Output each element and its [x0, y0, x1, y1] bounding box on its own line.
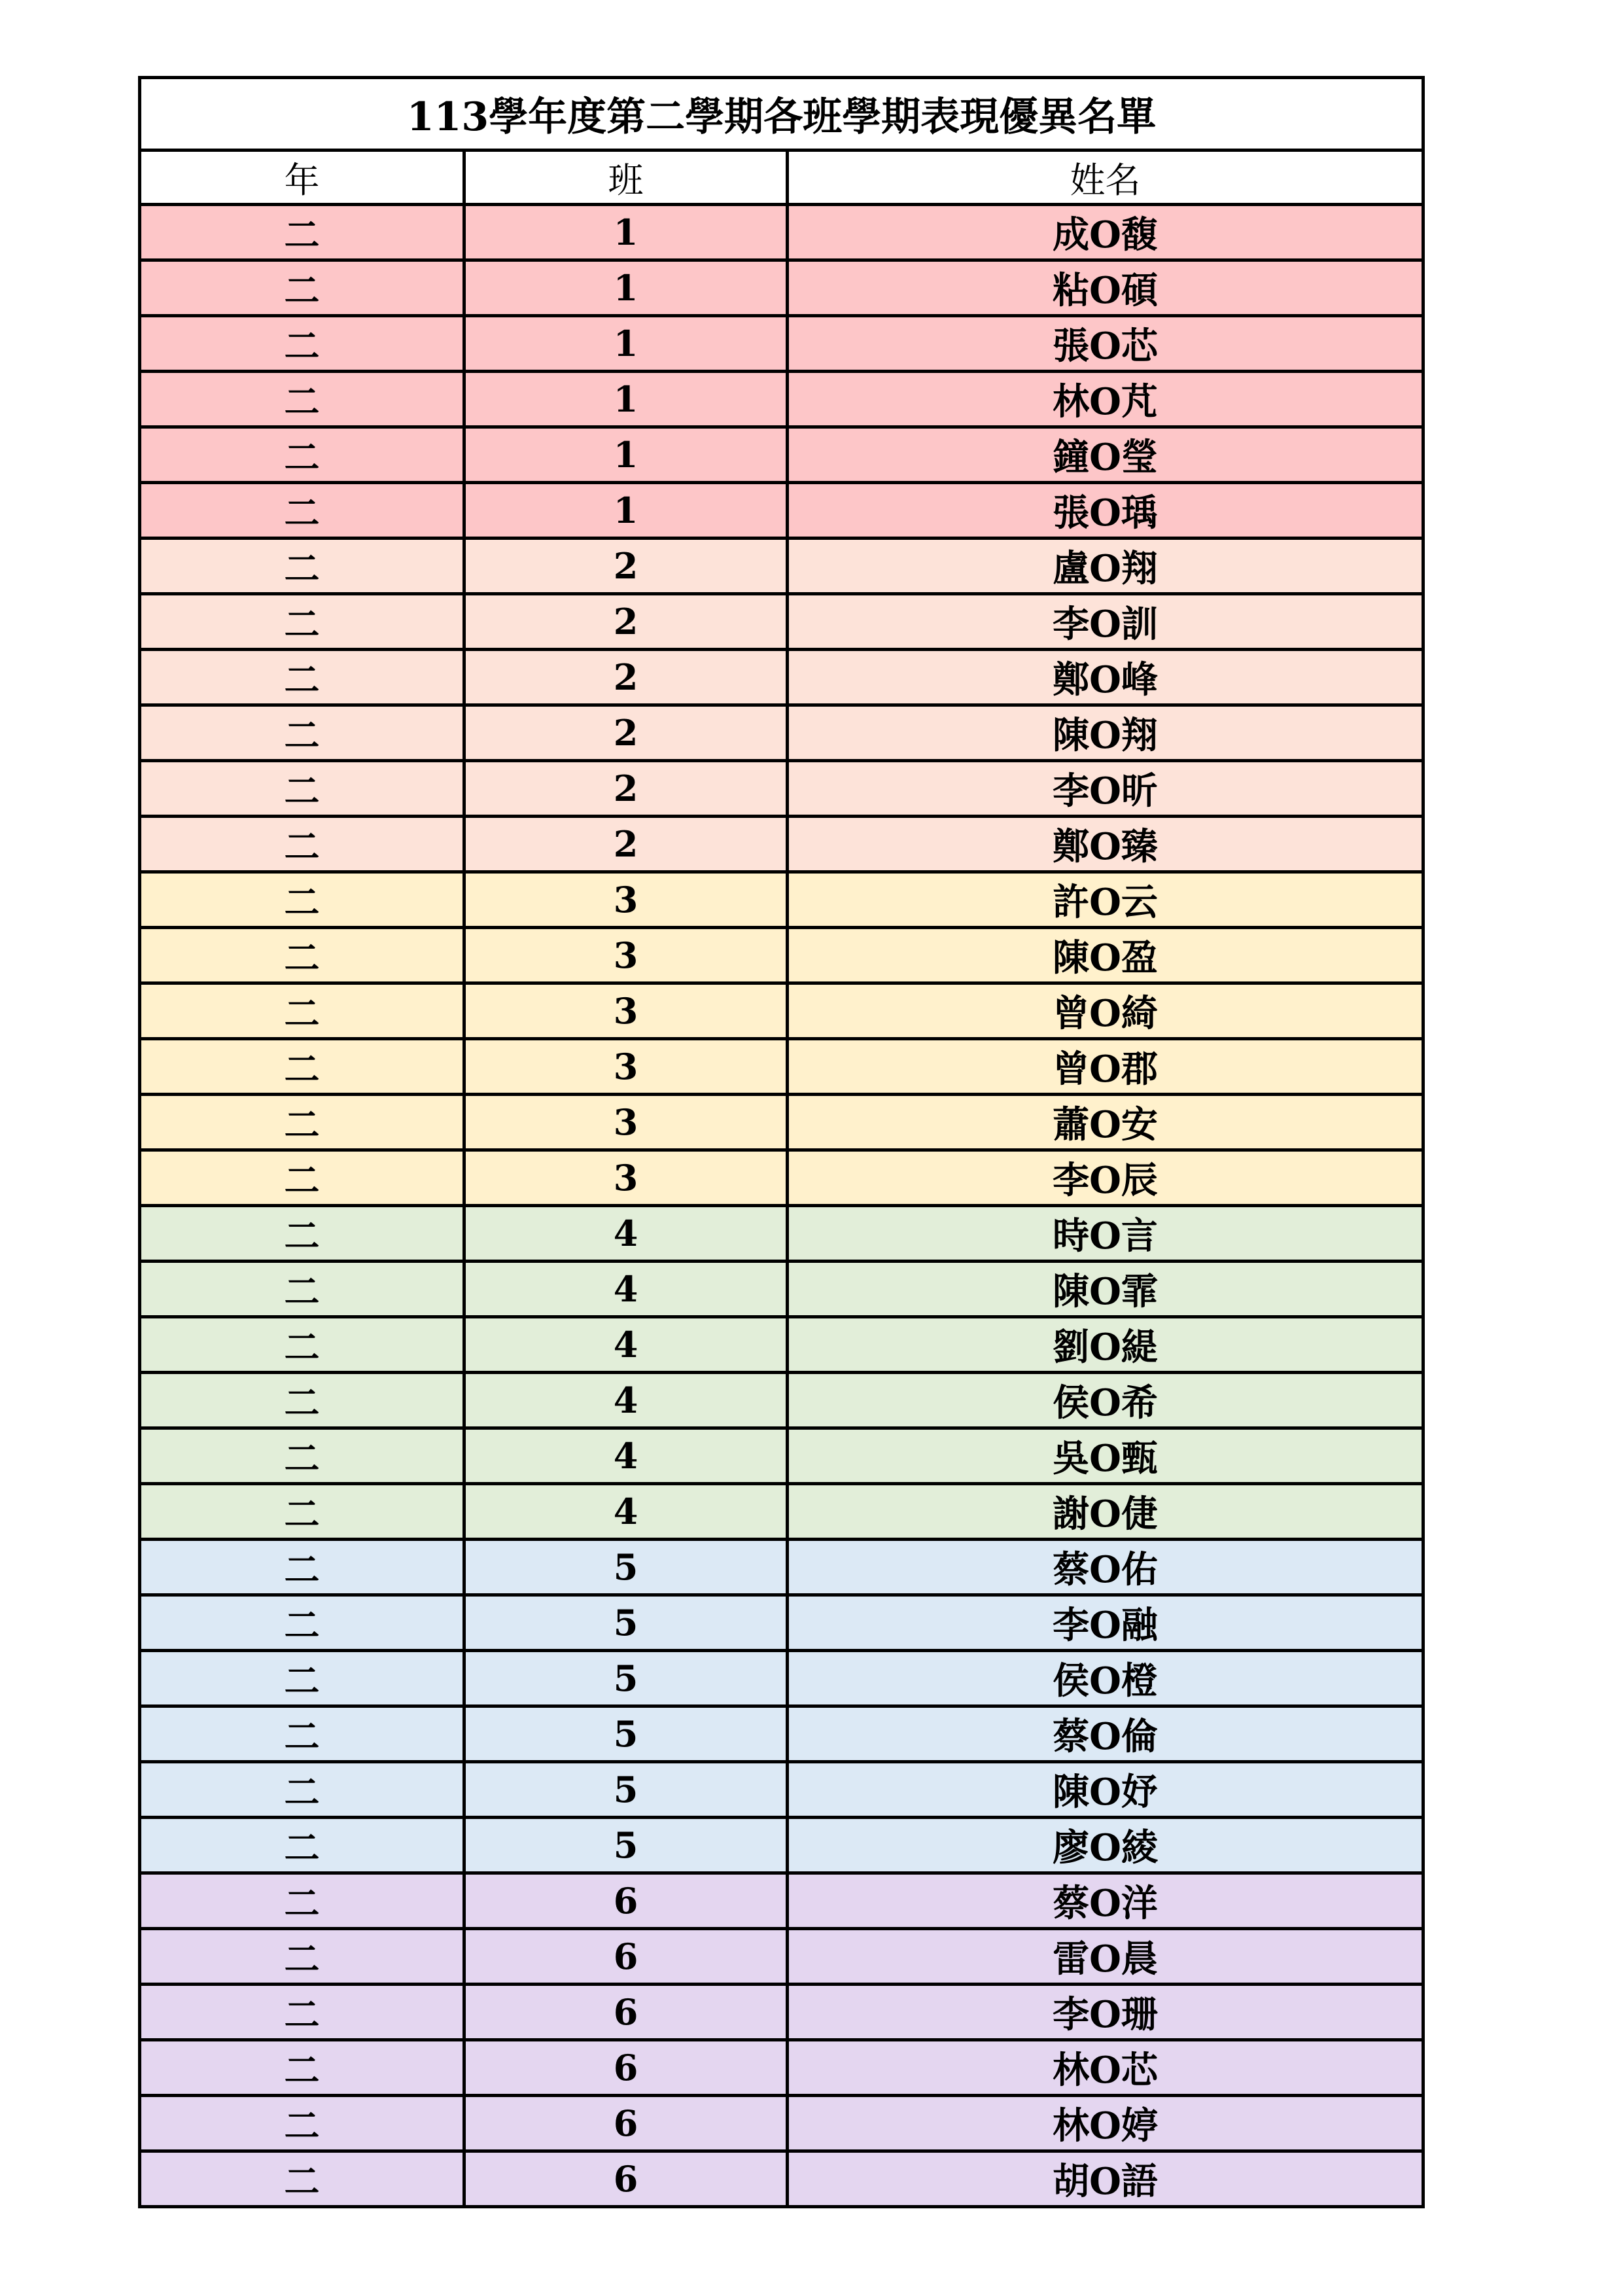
- cell-class: 6: [464, 2151, 788, 2207]
- table-row: [140, 1039, 1423, 1095]
- cell-class: 3: [464, 1095, 788, 1150]
- table-row: [140, 761, 1423, 817]
- cell-class: 5: [464, 1651, 788, 1706]
- cell-name: 蔡O洋: [788, 1873, 1423, 1929]
- cell-grade: 二: [140, 1039, 464, 1095]
- cell-class: 4: [464, 1317, 788, 1373]
- table-row: [140, 1595, 1423, 1651]
- cell-name: 成O馥: [788, 205, 1423, 260]
- table-title: 113學年度第二學期各班學期表現優異名單: [140, 78, 1423, 150]
- header-row: [140, 150, 1423, 205]
- table-row: [140, 483, 1423, 539]
- cell-class: 5: [464, 1762, 788, 1818]
- cell-class: 1: [464, 483, 788, 539]
- cell-class: 2: [464, 817, 788, 872]
- cell-grade: 二: [140, 1929, 464, 1985]
- cell-name: 林O芃: [788, 372, 1423, 427]
- table-row: [140, 983, 1423, 1039]
- cell-grade: 二: [140, 1206, 464, 1262]
- cell-class: 4: [464, 1373, 788, 1428]
- cell-name: 粘O碩: [788, 260, 1423, 316]
- cell-class: 1: [464, 372, 788, 427]
- cell-name: 陳O妤: [788, 1762, 1423, 1818]
- cell-grade: 二: [140, 761, 464, 817]
- table-row: [140, 316, 1423, 372]
- cell-name: 陳O盈: [788, 928, 1423, 983]
- cell-grade: 二: [140, 1985, 464, 2040]
- cell-grade: 二: [140, 1095, 464, 1150]
- cell-grade: 二: [140, 1651, 464, 1706]
- cell-grade: 二: [140, 2096, 464, 2151]
- cell-grade: 二: [140, 1540, 464, 1595]
- cell-class: 4: [464, 1484, 788, 1540]
- cell-class: 3: [464, 983, 788, 1039]
- cell-class: 6: [464, 1929, 788, 1985]
- cell-grade: 二: [140, 872, 464, 928]
- cell-name: 廖O綾: [788, 1818, 1423, 1873]
- cell-grade: 二: [140, 594, 464, 650]
- cell-name: 陳O翔: [788, 705, 1423, 761]
- table-row: [140, 1150, 1423, 1206]
- table-row: [140, 205, 1423, 260]
- cell-class: 3: [464, 1039, 788, 1095]
- table-row: [140, 1095, 1423, 1150]
- cell-name: 林O芯: [788, 2040, 1423, 2096]
- cell-class: 1: [464, 316, 788, 372]
- cell-class: 4: [464, 1206, 788, 1262]
- cell-grade: 二: [140, 539, 464, 594]
- cell-grade: 二: [140, 427, 464, 483]
- cell-name: 曾O綺: [788, 983, 1423, 1039]
- table-row: [140, 594, 1423, 650]
- table-row: [140, 1929, 1423, 1985]
- cell-grade: 二: [140, 1150, 464, 1206]
- cell-name: 李O珊: [788, 1985, 1423, 2040]
- cell-name: 李O融: [788, 1595, 1423, 1651]
- table-row: [140, 2151, 1423, 2207]
- cell-name: 侯O希: [788, 1373, 1423, 1428]
- table-row: [140, 1206, 1423, 1262]
- cell-class: 3: [464, 1150, 788, 1206]
- cell-class: 2: [464, 705, 788, 761]
- cell-grade: 二: [140, 316, 464, 372]
- table-row: [140, 372, 1423, 427]
- cell-name: 鄭O峰: [788, 650, 1423, 705]
- cell-grade: 二: [140, 205, 464, 260]
- cell-name: 謝O倢: [788, 1484, 1423, 1540]
- cell-grade: 二: [140, 928, 464, 983]
- cell-name: 蔡O佑: [788, 1540, 1423, 1595]
- cell-grade: 二: [140, 483, 464, 539]
- cell-name: 雷O晨: [788, 1929, 1423, 1985]
- header-name: 姓名: [788, 150, 1423, 205]
- cell-class: 2: [464, 761, 788, 817]
- cell-grade: 二: [140, 1762, 464, 1818]
- header-class: 班: [464, 150, 788, 205]
- cell-grade: 二: [140, 372, 464, 427]
- cell-grade: 二: [140, 1317, 464, 1373]
- table-row: [140, 1818, 1423, 1873]
- cell-class: 2: [464, 539, 788, 594]
- cell-name: 李O訓: [788, 594, 1423, 650]
- cell-name: 蕭O安: [788, 1095, 1423, 1150]
- cell-class: 5: [464, 1595, 788, 1651]
- table-row: [140, 1484, 1423, 1540]
- table-row: [140, 1706, 1423, 1762]
- cell-class: 5: [464, 1706, 788, 1762]
- cell-class: 4: [464, 1428, 788, 1484]
- cell-class: 6: [464, 1985, 788, 2040]
- cell-name: 胡O語: [788, 2151, 1423, 2207]
- table-row: [140, 1428, 1423, 1484]
- table-row: [140, 817, 1423, 872]
- cell-grade: 二: [140, 650, 464, 705]
- cell-name: 時O言: [788, 1206, 1423, 1262]
- table-row: [140, 1540, 1423, 1595]
- cell-grade: 二: [140, 1818, 464, 1873]
- cell-class: 6: [464, 2040, 788, 2096]
- cell-class: 3: [464, 928, 788, 983]
- table-row: [140, 1985, 1423, 2040]
- cell-class: 2: [464, 594, 788, 650]
- cell-name: 張O芯: [788, 316, 1423, 372]
- table-row: [140, 427, 1423, 483]
- table-row: [140, 1651, 1423, 1706]
- cell-grade: 二: [140, 1484, 464, 1540]
- table-row: [140, 539, 1423, 594]
- cell-name: 侯O橙: [788, 1651, 1423, 1706]
- cell-class: 4: [464, 1262, 788, 1317]
- cell-class: 6: [464, 1873, 788, 1929]
- table-row: [140, 928, 1423, 983]
- cell-grade: 二: [140, 1706, 464, 1762]
- cell-name: 劉O緹: [788, 1317, 1423, 1373]
- cell-name: 陳O霏: [788, 1262, 1423, 1317]
- cell-grade: 二: [140, 1873, 464, 1929]
- table-row: [140, 2040, 1423, 2096]
- cell-grade: 二: [140, 1595, 464, 1651]
- cell-grade: 二: [140, 705, 464, 761]
- table-row: [140, 1262, 1423, 1317]
- table-row: [140, 260, 1423, 316]
- cell-grade: 二: [140, 260, 464, 316]
- cell-name: 林O婷: [788, 2096, 1423, 2151]
- cell-class: 1: [464, 260, 788, 316]
- cell-grade: 二: [140, 1428, 464, 1484]
- table-row: [140, 2096, 1423, 2151]
- cell-class: 6: [464, 2096, 788, 2151]
- table-row: [140, 1873, 1423, 1929]
- honor-roll-table: [138, 76, 1425, 2208]
- cell-grade: 二: [140, 983, 464, 1039]
- cell-grade: 二: [140, 817, 464, 872]
- cell-class: 1: [464, 205, 788, 260]
- title-row: [140, 78, 1423, 150]
- table-row: [140, 1762, 1423, 1818]
- header-grade: 年: [140, 150, 464, 205]
- cell-name: 曾O郡: [788, 1039, 1423, 1095]
- cell-name: 蔡O倫: [788, 1706, 1423, 1762]
- table-row: [140, 1317, 1423, 1373]
- table-row: [140, 650, 1423, 705]
- cell-name: 張O瑀: [788, 483, 1423, 539]
- cell-grade: 二: [140, 1373, 464, 1428]
- cell-class: 3: [464, 872, 788, 928]
- cell-name: 鄭O臻: [788, 817, 1423, 872]
- cell-name: 李O辰: [788, 1150, 1423, 1206]
- table-row: [140, 872, 1423, 928]
- cell-class: 1: [464, 427, 788, 483]
- cell-name: 許O云: [788, 872, 1423, 928]
- cell-class: 2: [464, 650, 788, 705]
- cell-name: 鐘O瑩: [788, 427, 1423, 483]
- cell-class: 5: [464, 1540, 788, 1595]
- table-row: [140, 1373, 1423, 1428]
- cell-grade: 二: [140, 1262, 464, 1317]
- cell-name: 盧O翔: [788, 539, 1423, 594]
- cell-grade: 二: [140, 2040, 464, 2096]
- cell-grade: 二: [140, 2151, 464, 2207]
- cell-class: 5: [464, 1818, 788, 1873]
- cell-name: 李O昕: [788, 761, 1423, 817]
- table-row: [140, 705, 1423, 761]
- cell-name: 吳O甄: [788, 1428, 1423, 1484]
